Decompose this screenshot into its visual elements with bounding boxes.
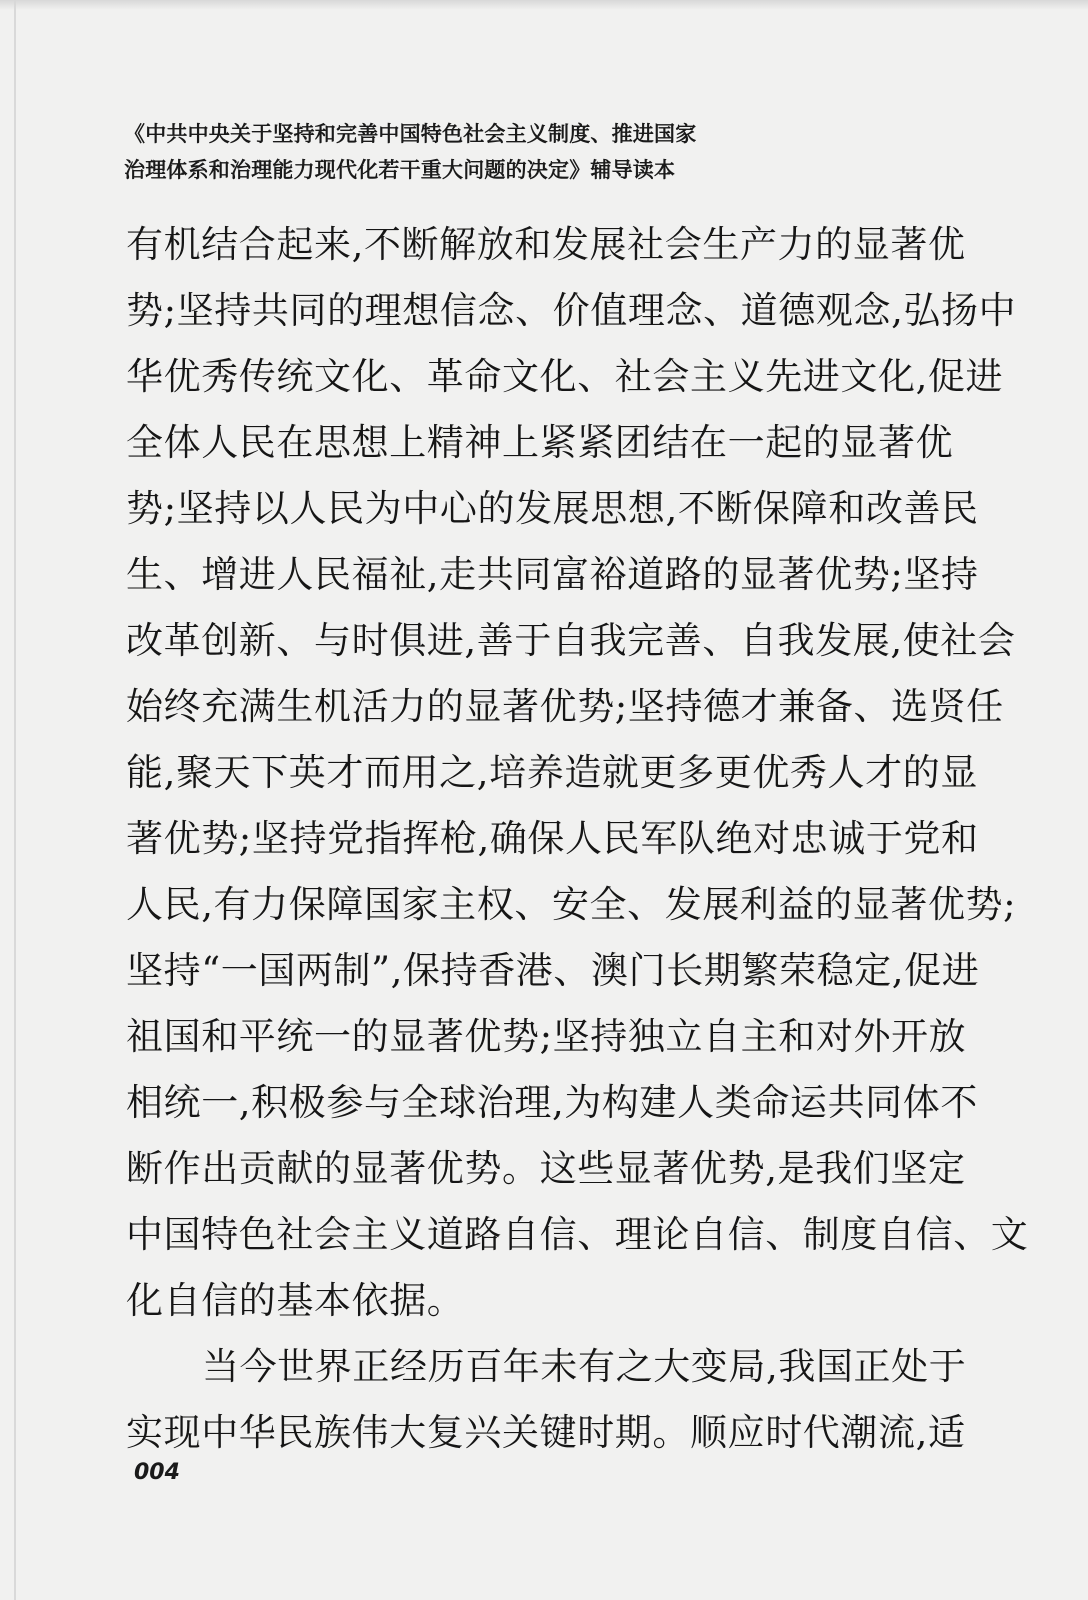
text-line: 著优势;坚持党指挥枪,确保人民军队绝对忠诚于党和 (126, 817, 979, 860)
text-line: 能,聚天下英才而用之,培养造就更多更优秀人才的显 (126, 751, 978, 794)
body-text (126, 212, 1029, 1466)
paragraph-first-line: 当今世界正经历百年未有之大变局,我国正处于 (202, 1345, 967, 1388)
text-line: 始终充满生机活力的显著优势;坚持德才兼备、选贤任 (126, 685, 1004, 728)
text-line: 实现中华民族伟大复兴关键时期。顺应时代潮流,适 (126, 1411, 966, 1454)
text-line: 坚持“一国两制”,保持香港、澳门长期繁荣稳定,促进 (126, 949, 980, 992)
text-line: 相统一,积极参与全球治理,为构建人类命运共同体不 (126, 1081, 978, 1124)
text-line: 人民,有力保障国家主权、安全、发展利益的显著优势; (126, 883, 1017, 926)
text-line: 生、增进人民福祉,走共同富裕道路的显著优势;坚持 (126, 553, 979, 596)
page-number: 004 (134, 1460, 180, 1485)
running-header-line: 治理体系和治理能力现代化若干重大问题的决定》辅导读本 (124, 158, 676, 182)
text-line: 改革创新、与时俱进,善于自我完善、自我发展,使社会 (126, 619, 1016, 662)
running-header-line: 《中共中央关于坚持和完善中国特色社会主义制度、推进国家 (124, 122, 697, 146)
text-line: 华优秀传统文化、革命文化、社会主义先进文化,促进 (126, 355, 1004, 398)
running-header (124, 116, 744, 188)
text-line: 势;坚持共同的理想信念、价值理念、道德观念,弘扬中 (126, 289, 1017, 332)
text-line: 中国特色社会主义道路自信、理论自信、制度自信、文 (126, 1213, 1029, 1256)
text-line: 有机结合起来,不断解放和发展社会生产力的显著优 (126, 223, 966, 266)
text-line: 全体人民在思想上精神上紧紧团结在一起的显著优 (126, 421, 954, 464)
text-line: 断作出贡献的显著优势。这些显著优势,是我们坚定 (126, 1147, 966, 1190)
text-line: 化自信的基本依据。 (126, 1279, 465, 1322)
text-line: 势;坚持以人民为中心的发展思想,不断保障和改善民 (126, 487, 979, 530)
text-line: 祖国和平统一的显著优势;坚持独立自主和对外开放 (126, 1015, 967, 1058)
